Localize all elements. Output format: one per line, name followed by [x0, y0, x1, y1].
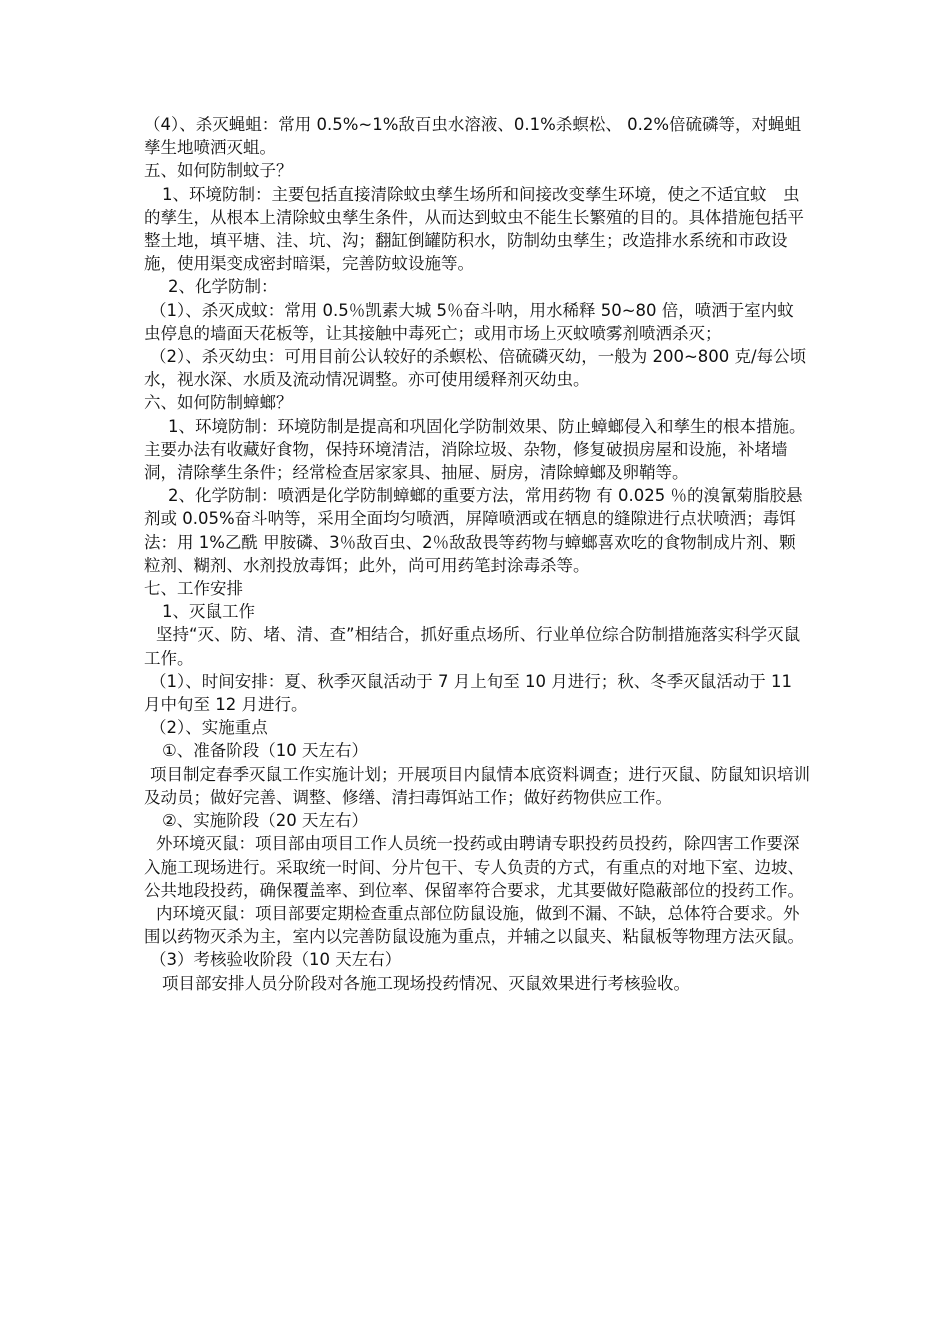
- paragraph-cockroach-chemical: 2、化学防制：喷洒是化学防制蟑螂的重要方法，常用药物 有 0.025 ％的溴氰菊脂胶悬剂或 0.05%奋斗呐等，采用全面均匀喷洒，屏障喷洒或在牺息的缝隙进行点状喷洒；毒饵法：用 1%乙酰 甲胺磷、3％敌百虫、2％敌敌畏等药物与蟑螂喜欢吃的食物制成片剂、颗粒剂、糊剂、水剂投放毒饵；此外，尚可用药笔封涂毒杀等。: [144, 486, 803, 575]
- subheading-rodent-control: 1、灭鼠工作: [162, 602, 255, 622]
- paragraph-rodent-principle: 坚持“灭、防、堵、清、查”相结合，抓好重点场所、行业单位综合防制措施落实科学灭鼠工作。: [144, 625, 801, 668]
- paragraph-mosquito-environment: 1、环境防制：主要包括直接清除蚊虫孳生场所和间接改变孳生环境，使之不适宜蚊 虫的孳生，从根本上清除蚊虫孳生条件，从而达到蚊虫不能生长繁殖的目的。具体措施包括平整土地，填平塘、洼、坑、沟；翻缸倒罐防积水，防制幼虫孳生；改造排水系统和市政设施，使用渠变成密封暗渠，完善防蚊设施等。: [144, 184, 804, 274]
- paragraph-indoor-rodent: 内环境灭鼠：项目部要定期检查重点部位防鼠设施，做到不漏、不缺，总体符合要求。外围以药物灭杀为主，室内以完善防鼠设施为重点，并辅之以鼠夹、粘鼠板等物理方法灭鼠。: [144, 903, 804, 947]
- subheading-execution-stage: ②、实施阶段（20 天左右）: [162, 811, 369, 831]
- paragraph-outdoor-rodent: 外环境灭鼠：项目部由项目工作人员统一投药或由聘请专职投药员投药，除四害工作要深入施工现场进行。采取统一时间、分片包干、专人负责的方式，有重点的对地下室、边坡、公共地段投药，确保覆盖率、到位率、保留率符合要求，尤其要做好隐蔽部位的投药工作。: [144, 834, 804, 900]
- paragraph-mosquito-larvae: （2）、杀灭幼虫：可用目前公认较好的杀螟松、倍硫磷灭幼，一般为 200~800 克/每公顷水，视水深、水质及流动情况调整。亦可使用缓释剂灭幼虫。: [144, 347, 807, 390]
- paragraph-cockroach-environment: 1、环境防制：环境防制是提高和巩固化学防制效果、防止蟑螂侵入和孳生的根本措施。主要办法有收藏好食物，保持环境清洁，消除垃圾、杂物，修复破损房屋和设施，补堵墙洞，清除孳生条件；经常检查居家家具、抽屉、厨房，清除蟑螂及卵鞘等。: [144, 416, 806, 483]
- subheading-preparation-stage: ①、准备阶段（10 天左右）: [162, 741, 369, 761]
- paragraph-fly-larvae: （4）、杀灭蝇蛆：常用 0.5%~1%敌百虫水溶液、0.1%杀螟松、 0.2%倍硫磷等，对蝇蛆孳生地喷洒灭蛆。: [144, 115, 801, 158]
- paragraph-time-schedule: （1）、时间安排：夏、秋季灭鼠活动于 7 月上旬至 10 月进行；秋、冬季灭鼠活动于 11 月中旬至 12 月进行。: [144, 671, 792, 715]
- paragraph-mosquito-chemical: 2、化学防制：: [168, 277, 278, 297]
- paragraph-adult-mosquito: （1）、杀灭成蚊：常用 0.5％凯素大城 5％奋斗呐，用水稀释 50~80 倍，喷洒于室内蚊虫停息的墙面天花板等，让其接触中毒死亡；或用市场上灭蚊喷雾剂喷洒杀灭；: [144, 300, 794, 343]
- heading-mosquito: 五、如何防制蚊子？: [144, 161, 293, 181]
- heading-work-arrangement: 七、工作安排: [144, 579, 243, 599]
- subheading-acceptance-stage: （3）考核验收阶段（10 天左右）: [150, 950, 402, 970]
- subheading-implementation: （2）、实施重点: [150, 718, 268, 738]
- paragraph-acceptance: 项目部安排人员分阶段对各施工现场投药情况、灭鼠效果进行考核验收。: [162, 973, 690, 993]
- heading-cockroach: 六、如何防制蟑螂？: [144, 393, 293, 413]
- paragraph-preparation: 项目制定春季灭鼠工作实施计划；开展项目内鼠情本底资料调查；进行灭鼠、防鼠知识培训及动员；做好完善、调整、修缮、清扫毒饵站工作；做好药物供应工作。: [144, 764, 810, 807]
